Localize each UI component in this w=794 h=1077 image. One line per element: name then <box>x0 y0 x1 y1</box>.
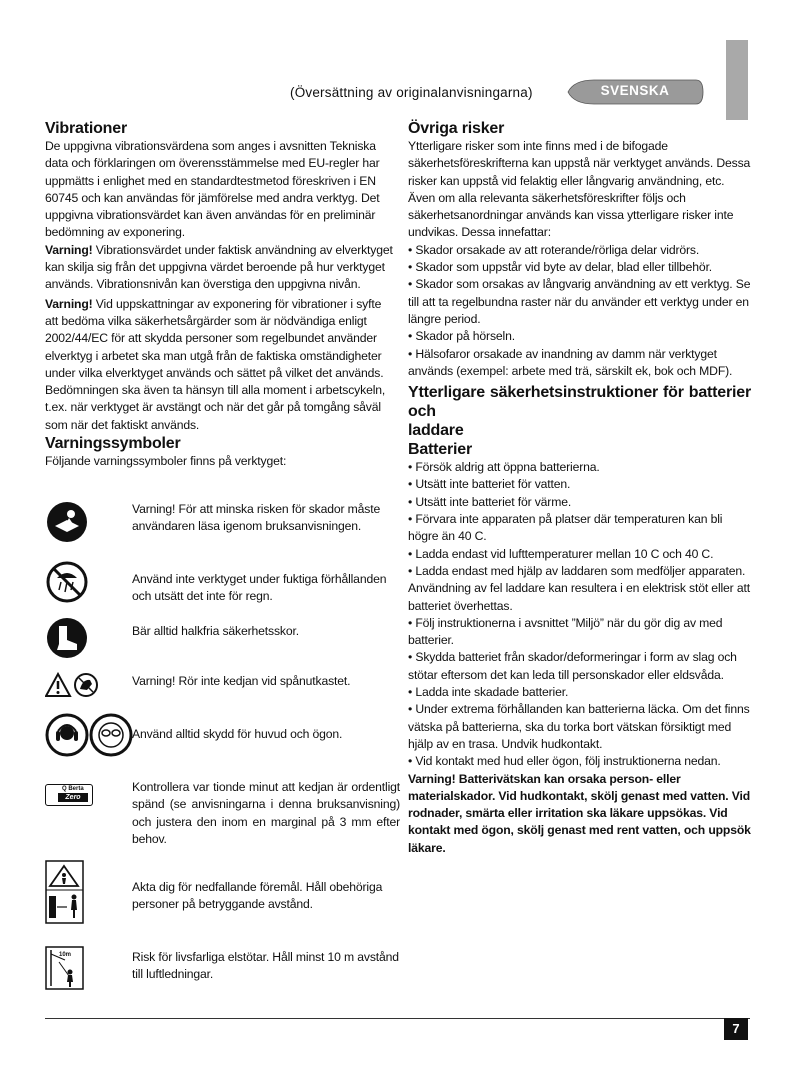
batteries-heading: Batterier <box>408 441 473 459</box>
risk-bullet: • Hälsofaror orsakade av inandning av damm när verktyget används (exempel: arbete med trä, särskilt ek, bok och MDF). <box>408 346 733 378</box>
risk-bullet: • Skador orsakade av att roterande/rörliga delar vidrörs. <box>408 242 700 257</box>
battery-bullet: • Förvara inte apparaten på platser där temperaturen kan bli högre än 40 C. <box>408 512 723 544</box>
symbol-text: Använd alltid skydd för huvud och ögon. <box>132 727 343 741</box>
symbol-text: Bär alltid halkfria säkerhetsskor. <box>132 624 299 638</box>
vibrations-heading: Vibrationer <box>45 120 127 137</box>
battery-bullet: • Ladda endast vid lufttemperaturer mellan 10 C och 40 C. <box>408 546 714 561</box>
battery-bullet: • Skydda batteriet från skador/deformeringar i form av slag och stötar eftersom det kan leda till personskador eller eldsvåda. <box>408 650 737 682</box>
battery-bullet: • Försök aldrig att öppna batterierna. <box>408 460 600 475</box>
language-label: SVENSKA <box>600 83 670 98</box>
battery-instructions-heading-line2: laddare <box>408 422 464 440</box>
left-column <box>45 120 395 470</box>
warning-text: Vid uppskattningar av exponering för vibrationer i syfte att bedöma vilka säkerhetsårgärder som är nödvändiga enligt 2002/44/EC för att skydda personer som regelbundet använder elverktyg i arbetet ska man utgå från de faktiska omständigheter under vilka elverktyget används och sättet på vilket det används. Bedömningen ska även ta hänsyn till alla moment i arbetscykeln, t.ex. när verktyget är avstängt och när det går på tomgång såväl som när det faktiskt används. <box>45 296 386 432</box>
vibration-warning-1 <box>45 242 395 294</box>
right-column <box>408 120 751 857</box>
symbol-text: Akta dig för nedfallande föremål. Håll obehöriga personer på betryggande avstånd. <box>132 880 383 912</box>
no-rain-icon <box>45 560 89 604</box>
warning-label: Varning! <box>45 242 93 257</box>
risks-paragraph-2: Även om alla relevanta säkerhetsföreskrifter följs och säkerhetsanordningar används kan vissa ytterligare risker inte undvikas. Dessa innefattar: <box>408 190 734 240</box>
chain-tension-icon <box>45 784 93 806</box>
battery-bullet: • Ladda endast med hjälp av laddaren som medföljer apparaten. Användning av fel laddare kan resultera i en elektrisk stöt eller att batteriet överhettas. <box>408 563 750 613</box>
risk-bullet: • Skador som uppstår vid byte av delar, blad eller tillbehör. <box>408 260 713 275</box>
chain-icon-main-label: Zero <box>58 793 88 802</box>
chain-kickback-warning-icon <box>45 672 105 700</box>
head-eye-protection-icon <box>45 713 135 757</box>
risk-bullet: • Skador som orsakas av långvarig användning av ett verktyg. Se till att ta regelbundna raster när du använder ett verktyg under en längre period. <box>408 277 751 326</box>
warning-text: Vibrationsvärdet under faktisk användning av elverktyget kan skilja sig från det uppgivna värdet beroende på hur verktyget används. Vibrationsnivån kan överstiga den uppgivna nivån. <box>45 242 393 292</box>
battery-instructions-heading: Ytterligare säkerhetsinstruktioner för batterier och <box>408 384 751 421</box>
battery-bullet: • Ladda inte skadade batterier. <box>408 685 569 700</box>
falling-objects-icon <box>45 860 85 924</box>
other-risks-heading: Övriga risker <box>408 120 505 137</box>
battery-bullet: • Utsätt inte batteriet för värme. <box>408 494 572 509</box>
chain-icon-top-label: Q Berta <box>62 786 84 792</box>
footer-divider <box>45 1018 750 1019</box>
battery-bullet: • Utsätt inte batteriet för vatten. <box>408 477 571 492</box>
vibrations-paragraph: De uppgivna vibrationsvärdena som anges i avsnitten Tekniska data och förklaringen om överensstämmelse med EU-regler har uppmätts i enlighet med en standardtestmetod föreskriven i EN 60745 och kan användas för jämförelse med andra verktyg. Det uppgivna vibrationsvärdet kan även användas för en preliminär bedömning av exponering. <box>45 139 380 240</box>
symbol-text: Risk för livsfarliga elstötar. Håll minst 10 m avstånd till luftledningar. <box>132 950 399 982</box>
risks-paragraph-1: Ytterligare risker som inte finns med i de bifogade säkerhetsföreskrifterna kan uppstå när verktyget används. Dessa risker kan uppstå vid felaktig eller långvarig användning, etc. <box>408 139 751 188</box>
battery-warning: Varning! Batterivätskan kan orsaka person- eller materialskador. Vid hudkontakt, skölj genast med vatten. Vid rodnader, smärta eller irritation ska läkare uppsökas. Vid kontakt med ögon, skölj genast med rent vatten, och uppsök läkare. <box>408 771 751 855</box>
symbols-heading: Varningssymboler <box>45 435 181 453</box>
side-tab <box>726 40 748 120</box>
symbol-text: Kontrollera var tionde minut att kedjan är ordentligt spänd (se anvisningarna i denna bruksanvisning) och justera den inom en marginal på 3 mm efter behov. <box>132 780 400 846</box>
vibration-warning-2 <box>45 296 395 434</box>
read-manual-icon <box>45 500 89 544</box>
symbol-text: Använd inte verktyget under fuktiga förhållanden och utsätt det inte för regn. <box>132 572 387 604</box>
language-badge <box>566 79 704 105</box>
battery-bullet: • Under extrema förhållanden kan batterierna läcka. Om det finns vätska på batterierna, ska du torka bort vätskan försiktigt med hjälp av en trasa. Undvik hudkontakt. <box>408 702 750 751</box>
power-lines-distance-label: 10m <box>59 952 72 958</box>
battery-bullet: • Vid kontakt med hud eller ögon, följ instruktionerna nedan. <box>408 754 721 769</box>
warning-label: Varning! <box>45 296 93 311</box>
page-number: 7 <box>724 1018 748 1040</box>
risk-bullet: • Skador på hörseln. <box>408 329 515 344</box>
battery-bullet: • Följ instruktionerna i avsnittet ”Miljö” när du gör dig av med batterier. <box>408 615 723 648</box>
symbol-text: Varning! För att minska risken för skador måste användaren läsa igenom bruksanvisningen. <box>132 502 381 534</box>
safety-boots-icon <box>45 616 89 660</box>
header-title: (Översättning av originalanvisningarna) <box>290 85 533 100</box>
symbol-text: Varning! Rör inte kedjan vid spånutkastet. <box>132 674 351 688</box>
symbols-intro: Följande varningssymboler finns på verktyget: <box>45 454 287 469</box>
